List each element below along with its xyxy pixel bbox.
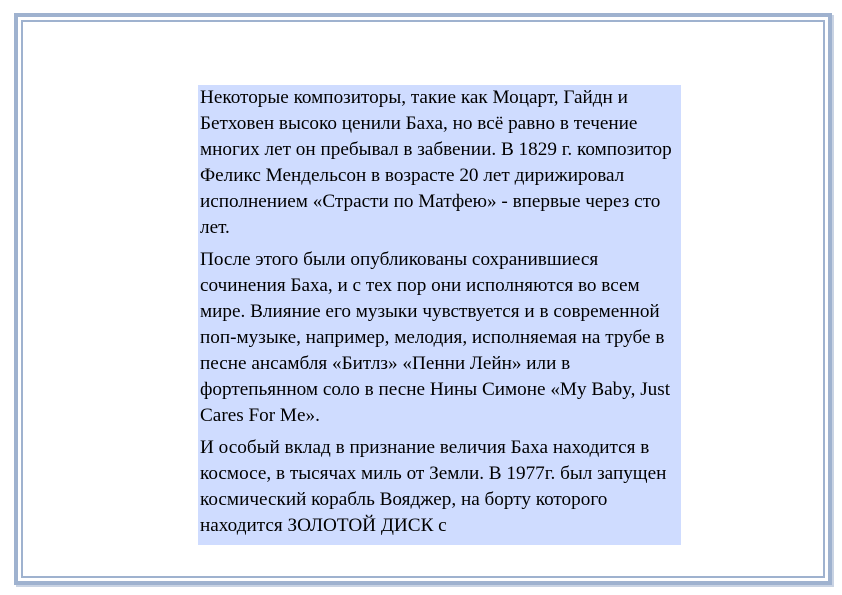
paragraph-1: Некоторые композиторы, такие как Моцарт, Гайдн и Бетховен высоко ценили Баха, но всё равно в течение многих лет он пребывал в забвении. В 1829 г. композитор Феликс Мендельсон в возрасте 20 лет дирижировал исполнением «Страсти по Матфею» - впервые через сто лет.	[200, 87, 672, 238]
paragraph-3: И особый вклад в признание величия Баха находится в космосе, в тысячах миль от Земли. В 1977г. был запущен космический корабль Вояджер, на борту которого находится ЗОЛОТОЙ ДИСК с	[200, 437, 667, 536]
slide-text-box	[198, 85, 681, 545]
paragraph-2: После этого были опубликованы сохранившиеся сочинения Баха, и с тех пор они исполняются во всем мире. Влияние его музыки чувствуется и в современной поп-музыке, например, мелодия, исполняемая на трубе в песне ансамбля «Битлз» «Пенни Лейн» или в фортепьянном соло в песне Нины Симоне «My Baby, Just Cares For Me».	[200, 249, 671, 426]
